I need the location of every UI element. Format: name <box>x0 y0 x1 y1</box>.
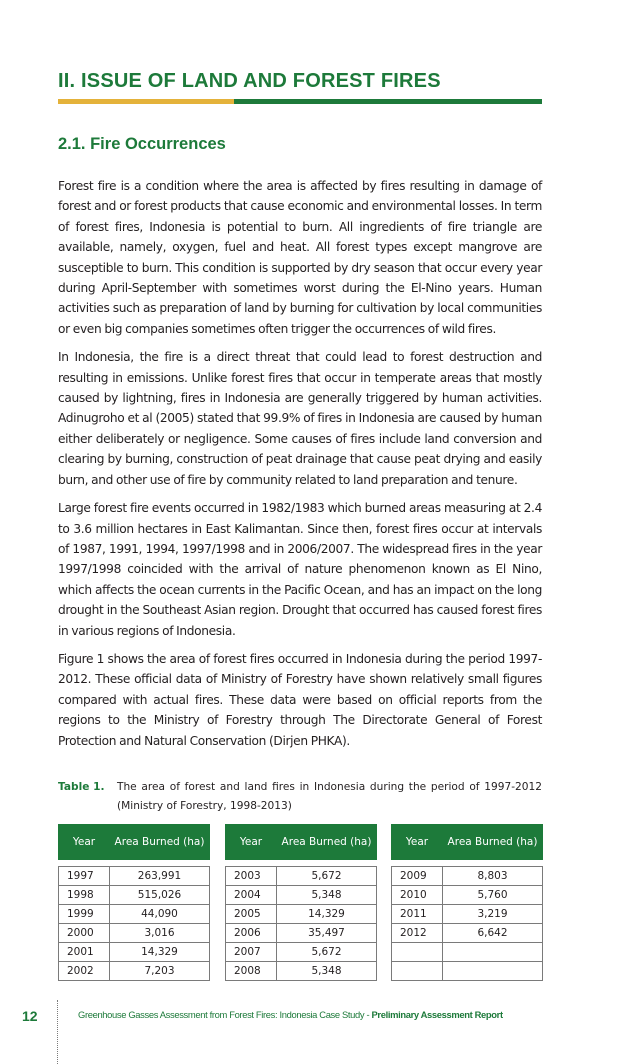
cell-year: 2009 <box>392 867 443 886</box>
table-row <box>59 867 210 886</box>
title-underline-accent <box>58 99 234 104</box>
table-row <box>392 905 543 924</box>
header-area-burned: Area Burned (ha) <box>443 825 543 860</box>
header-area-burned: Area Burned (ha) <box>110 825 210 860</box>
cell-year <box>392 943 443 962</box>
header-year: Year <box>392 825 443 860</box>
cell-area: 5,672 <box>277 943 377 962</box>
cell-year: 2012 <box>392 924 443 943</box>
header-year: Year <box>226 825 277 860</box>
cell-area: 35,497 <box>277 924 377 943</box>
paragraph: Forest fire is a condition where the area is affected by fires resulting in damage of forest and or forest products that cause economic and environmental losses. In term of forest fires, Indonesia is potential to burn. All ingredients of fire triangle are available, namely, oxygen, fuel and heat. All forest types except mangrove are susceptible to burn. This condition is supported by dry season that occur every year during April-September with sometimes worst during the El-Nino years. Human activities such as preparation of land by burning for cultivation by local communities or even big companies sometimes often trigger the occurrences of wild fires. <box>58 179 542 336</box>
table-caption <box>58 778 542 816</box>
cell-area: 515,026 <box>110 886 210 905</box>
header-area-burned: Area Burned (ha) <box>277 825 377 860</box>
table-row <box>226 962 377 981</box>
cell-year: 1997 <box>59 867 110 886</box>
paragraph: In Indonesia, the fire is a direct threat that could lead to forest destruction and resulting in emissions. Unlike forest fires that occur in temperate areas that mostly caused by lightning, fires in Indonesia are generally triggered by human activities. Adinugroho et al (2005) stated that 99.9% of fires in Indonesia are caused by human either deliberately or negligence. Some causes of fires include land conversion and clearing by burning, construction of peat drainage that cause peat drying and easily burn, and other use of fire by community related to land preparation and tenure. <box>58 350 542 487</box>
footer-divider <box>57 1000 58 1064</box>
table-row <box>392 924 543 943</box>
cell-area <box>443 962 543 981</box>
table-row <box>59 943 210 962</box>
body-text <box>58 176 542 759</box>
cell-area: 14,329 <box>110 943 210 962</box>
footer-title: Greenhouse Gasses Assessment from Forest Fires: Indonesia Case Study - <box>78 1009 372 1020</box>
cell-area: 5,348 <box>277 886 377 905</box>
table-row <box>392 886 543 905</box>
fire-table-block-3 <box>391 824 543 981</box>
fire-table-block-2 <box>225 824 377 981</box>
subsection-title: 2.1. Fire Occurrences <box>58 135 226 153</box>
cell-year: 2006 <box>226 924 277 943</box>
table-row <box>226 905 377 924</box>
cell-year: 2000 <box>59 924 110 943</box>
cell-year: 2011 <box>392 905 443 924</box>
cell-year: 2004 <box>226 886 277 905</box>
section-title: II. ISSUE OF LAND AND FOREST FIRES <box>58 70 441 92</box>
cell-area: 5,348 <box>277 962 377 981</box>
cell-area: 6,642 <box>443 924 543 943</box>
cell-area: 8,803 <box>443 867 543 886</box>
cell-year: 2002 <box>59 962 110 981</box>
cell-area: 44,090 <box>110 905 210 924</box>
table-row <box>226 867 377 886</box>
cell-year: 1998 <box>59 886 110 905</box>
cell-year: 2005 <box>226 905 277 924</box>
running-footer <box>78 1009 542 1020</box>
paragraph: Figure 1 shows the area of forest fires occurred in Indonesia during the period 1997-2012. These official data of Ministry of Forestry have shown relatively small figures compared with actual fires. These data were based on official reports from the regions to the Ministry of Forestry through The Directorate General of Forest Protection and Natural Conservation (Dirjen PHKA). <box>58 651 542 748</box>
table-row <box>59 962 210 981</box>
cell-year: 2001 <box>59 943 110 962</box>
cell-area: 3,219 <box>443 905 543 924</box>
table-caption-text: The area of forest and land fires in Indonesia during the period of 1997-2012 (Ministry of Forestry, 1998-2013) <box>117 781 542 812</box>
table-row <box>59 924 210 943</box>
cell-area: 3,016 <box>110 924 210 943</box>
cell-area: 5,672 <box>277 867 377 886</box>
paragraph: Large forest fire events occurred in 1982/1983 which burned areas measuring at 2.4 to 3.6 million hectares in East Kalimantan. Since then, forest fires occur at intervals of 1987, 1991, 1994, 1997/1998 and in 2006/2007. The widespread fires in the year 1997/1998 coincided with the arrival of nature phenomenon known as El Nino, which affects the ocean currents in the Pacific Ocean, and has an impact on the long drought in the Southeast Asian region. Drought that occurred has caused forest fires in various regions of Indonesia. <box>58 501 542 638</box>
table-row <box>59 886 210 905</box>
header-year: Year <box>59 825 110 860</box>
table-row <box>392 867 543 886</box>
cell-year: 2010 <box>392 886 443 905</box>
cell-year: 2003 <box>226 867 277 886</box>
table-row <box>392 962 543 981</box>
cell-area <box>443 943 543 962</box>
table-row <box>226 943 377 962</box>
cell-area: 14,329 <box>277 905 377 924</box>
fire-table-block-1 <box>58 824 210 981</box>
page-number: 12 <box>22 1008 38 1024</box>
table-row <box>226 886 377 905</box>
table-caption-label: Table 1. <box>58 781 105 793</box>
cell-area: 7,203 <box>110 962 210 981</box>
cell-year <box>392 962 443 981</box>
table-row <box>59 905 210 924</box>
table-row <box>392 943 543 962</box>
cell-year: 2008 <box>226 962 277 981</box>
cell-area: 263,991 <box>110 867 210 886</box>
table-row <box>226 924 377 943</box>
footer-report-type: Preliminary Assessment Report <box>371 1009 503 1020</box>
cell-year: 1999 <box>59 905 110 924</box>
cell-year: 2007 <box>226 943 277 962</box>
cell-area: 5,760 <box>443 886 543 905</box>
